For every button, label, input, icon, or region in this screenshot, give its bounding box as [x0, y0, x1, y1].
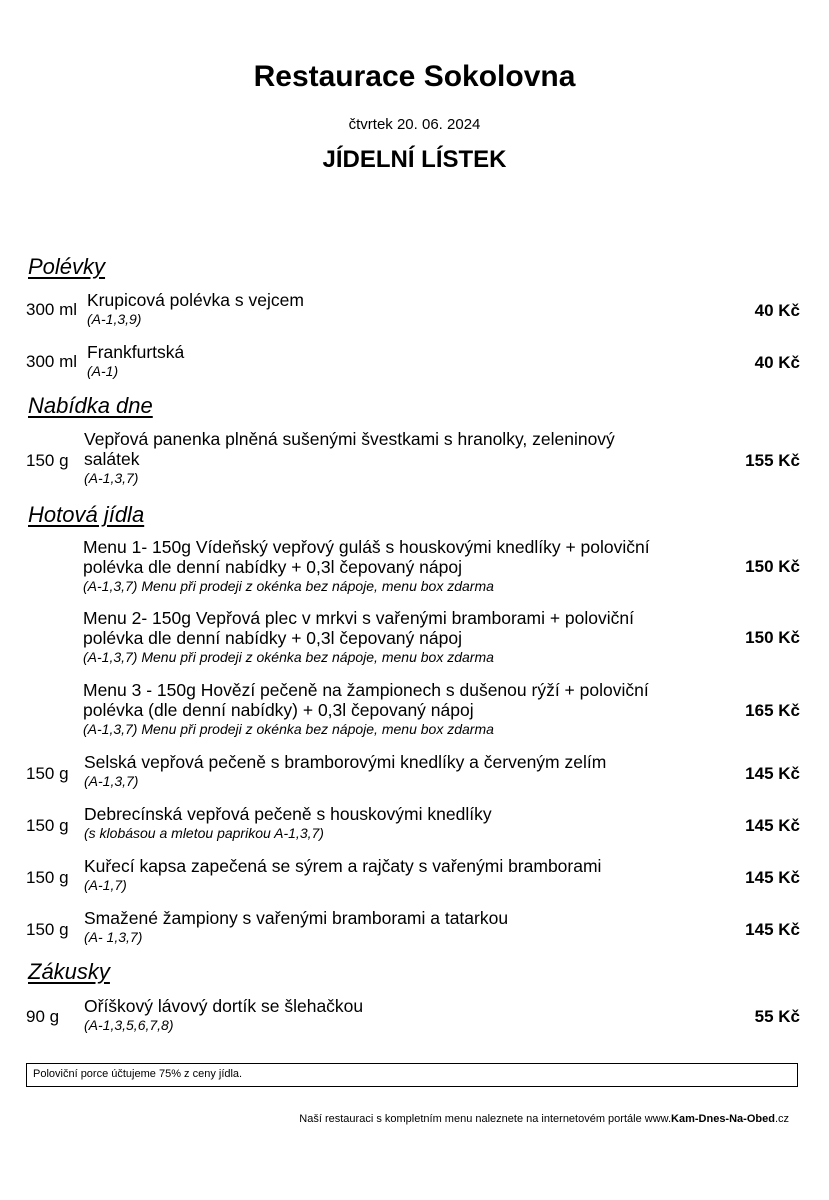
item-price: 40 Kč: [754, 301, 800, 320]
item-allergens: (A-1,3,7): [84, 773, 139, 789]
restaurant-name: Restaurace Sokolovna: [253, 60, 576, 93]
item-name: Debrecínská vepřová pečeně s houskovými knedlíky: [84, 804, 492, 824]
item-price: 155 Kč: [745, 451, 800, 470]
item-allergens: (A-1): [87, 363, 119, 379]
item-price: 145 Kč: [745, 764, 800, 783]
item-quantity: 90 g: [26, 1007, 60, 1026]
item-quantity: 150 g: [26, 764, 69, 783]
item-price: 40 Kč: [754, 353, 800, 372]
item-quantity: 150 g: [26, 920, 69, 939]
section-title-desserts: Zákusky: [28, 959, 110, 984]
footer-note: [299, 1113, 789, 1125]
item-name-line2: polévka dle denní nabídky + 0,3l čepovaný nápoj: [83, 557, 462, 577]
half-portion-note: Poloviční porce účtujeme 75% z ceny jídla.: [26, 1063, 798, 1087]
item-name: Selská vepřová pečeně s bramborovými knedlíky a červeným zelím: [84, 752, 607, 772]
item-name-line1: Menu 1- 150g Vídeňský vepřový guláš s houskovými knedlíky + poloviční: [83, 537, 650, 557]
item-allergens: (A-1,3,7) Menu při prodeji z okénka bez nápoje, menu box zdarma: [83, 578, 494, 594]
footer-domain-suffix: .cz: [774, 1113, 789, 1125]
item-allergens: (A-1,3,5,6,7,8): [84, 1017, 174, 1033]
item-quantity: 150 g: [26, 451, 69, 470]
item-allergens: (A-1,3,7) Menu při prodeji z okénka bez nápoje, menu box zdarma: [83, 721, 494, 737]
item-name: Kuřecí kapsa zapečená se sýrem a rajčaty s vařenými bramborami: [84, 856, 602, 876]
item-price: 165 Kč: [745, 701, 800, 720]
section-title-daily-offer: Nabídka dne: [28, 393, 153, 418]
footer-text: Naší restauraci s kompletním menu naleznete na internetovém portále www.: [299, 1113, 672, 1125]
item-price: 150 Kč: [745, 628, 800, 647]
item-quantity: 300 ml: [26, 300, 78, 319]
item-name-line1: Vepřová panenka plněná sušenými švestkami s hranolky, zeleninový: [84, 429, 615, 449]
menu-date: čtvrtek 20. 06. 2024: [348, 116, 481, 133]
item-allergens: (A- 1,3,7): [84, 929, 143, 945]
item-price: 55 Kč: [754, 1007, 800, 1026]
item-quantity: 150 g: [26, 868, 69, 887]
item-name: Frankfurtská: [87, 342, 185, 362]
item-allergens: (A-1,7): [84, 877, 127, 893]
menu-heading: JÍDELNÍ LÍSTEK: [322, 146, 507, 173]
item-name-line2: salátek: [84, 449, 140, 469]
item-allergens: (s klobásou a mletou paprikou A-1,3,7): [84, 825, 324, 841]
item-name: Smažené žampiony s vařenými bramborami a tatarkou: [84, 908, 509, 928]
item-name-line2: polévka dle denní nabídky + 0,3l čepovaný nápoj: [83, 628, 462, 648]
item-price: 145 Kč: [745, 868, 800, 887]
item-price: 145 Kč: [745, 920, 800, 939]
item-name: Krupicová polévka s vejcem: [87, 290, 304, 310]
item-quantity: 300 ml: [26, 352, 78, 371]
footer-brand-link[interactable]: Kam-Dnes-Na-Obed: [671, 1113, 775, 1125]
item-price: 150 Kč: [745, 557, 800, 576]
item-price: 145 Kč: [745, 816, 800, 835]
item-name-line1: Menu 3 - 150g Hovězí pečeně na žampionech s dušenou rýží + poloviční: [83, 680, 649, 700]
item-name-line2: polévka (dle denní nabídky) + 0,3l čepovaný nápoj: [83, 700, 474, 720]
item-quantity: 150 g: [26, 816, 69, 835]
section-title-main-dishes: Hotová jídla: [28, 502, 145, 527]
item-allergens: (A-1,3,9): [87, 311, 142, 327]
item-allergens: (A-1,3,7): [84, 470, 139, 486]
item-allergens: (A-1,3,7) Menu při prodeji z okénka bez nápoje, menu box zdarma: [83, 649, 494, 665]
item-name: Oříškový lávový dortík se šlehačkou: [84, 996, 364, 1016]
section-title-soups: Polévky: [28, 254, 106, 279]
item-name-line1: Menu 2- 150g Vepřová plec v mrkvi s vařenými bramborami + poloviční: [83, 608, 635, 628]
